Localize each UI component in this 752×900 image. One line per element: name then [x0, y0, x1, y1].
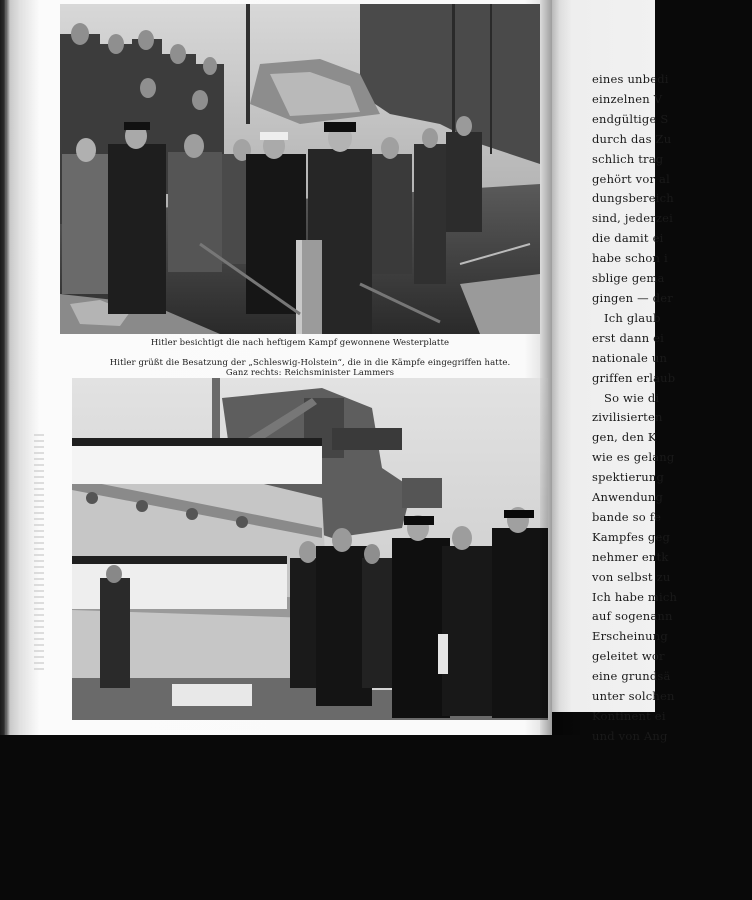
body-text-line: sblige gema: [592, 271, 665, 286]
body-text-line: nehmer entk: [592, 549, 669, 564]
caption-line-1: Hitler grüßt die Besatzung der „Schleswig-Holstein“, die in die Kämpfe eingegriffen hatte.: [109, 358, 511, 368]
photo-schleswig-holstein-image: [72, 378, 548, 720]
body-text-line: durch das Zu: [592, 131, 672, 146]
body-text-line: gehört vor al: [592, 171, 670, 186]
body-text-line: So wie di: [604, 390, 660, 405]
body-text-line: wie es gelang: [592, 450, 675, 465]
caption-schleswig-holstein: [72, 358, 548, 378]
body-text-line: von selbst zu: [592, 569, 671, 584]
body-text-line: endgültige S: [592, 111, 669, 126]
body-text-line: gen, den K: [592, 430, 657, 445]
body-text-line: schlich trag: [592, 151, 664, 166]
body-text-line: Kontinent ei: [592, 709, 666, 723]
body-text-line: und von Ang: [592, 728, 668, 743]
body-text-line: einzelnen V: [592, 91, 663, 106]
body-text-line: nationale un: [592, 350, 668, 365]
body-text-line: Anwendung: [592, 490, 664, 505]
body-text-line: erst dann ei: [592, 330, 665, 345]
body-text-line: Erscheinung: [592, 629, 668, 644]
body-text-line: geleitet wor: [592, 649, 665, 664]
body-text-line: sind, jederzei: [592, 211, 674, 226]
body-text-line: zivilisierten: [592, 410, 663, 425]
body-text-line: die damit ei: [592, 231, 664, 246]
body-text-line: auf sogenann: [592, 609, 673, 624]
body-text-line: habe schon i: [592, 251, 668, 266]
body-text-line: spektierung: [592, 470, 665, 485]
body-text-line: Ich glaub: [604, 310, 661, 325]
caption-line-2: Ganz rechts: Reichsminister Lammers: [225, 368, 395, 378]
body-text-line: eine grundsä: [592, 669, 671, 684]
body-text-line: bande so fe: [592, 509, 662, 524]
page-curl-shadow: [6, 0, 54, 735]
body-text-line: eines unbedi: [592, 72, 669, 86]
body-text-line: griffen erlaub: [592, 370, 676, 385]
body-text-line: unter solchen: [592, 689, 675, 704]
photo-westerplatte: [60, 4, 540, 334]
page-edge-marks: [34, 430, 44, 670]
body-text-line: Kampfes geg: [592, 529, 671, 544]
body-text-line: gingen — der: [592, 290, 673, 305]
right-page-text: [552, 0, 678, 743]
caption-westerplatte: Hitler besichtigt die nach heftigem Kampf gewonnene Westerplatte: [150, 338, 450, 348]
photo-schleswig-holstein: [72, 378, 548, 720]
body-text-line: dungsbereich: [592, 191, 674, 206]
photo-westerplatte-image: [60, 4, 540, 334]
body-text-line: Ich habe mich: [592, 589, 678, 604]
body-text-column: [592, 70, 752, 747]
